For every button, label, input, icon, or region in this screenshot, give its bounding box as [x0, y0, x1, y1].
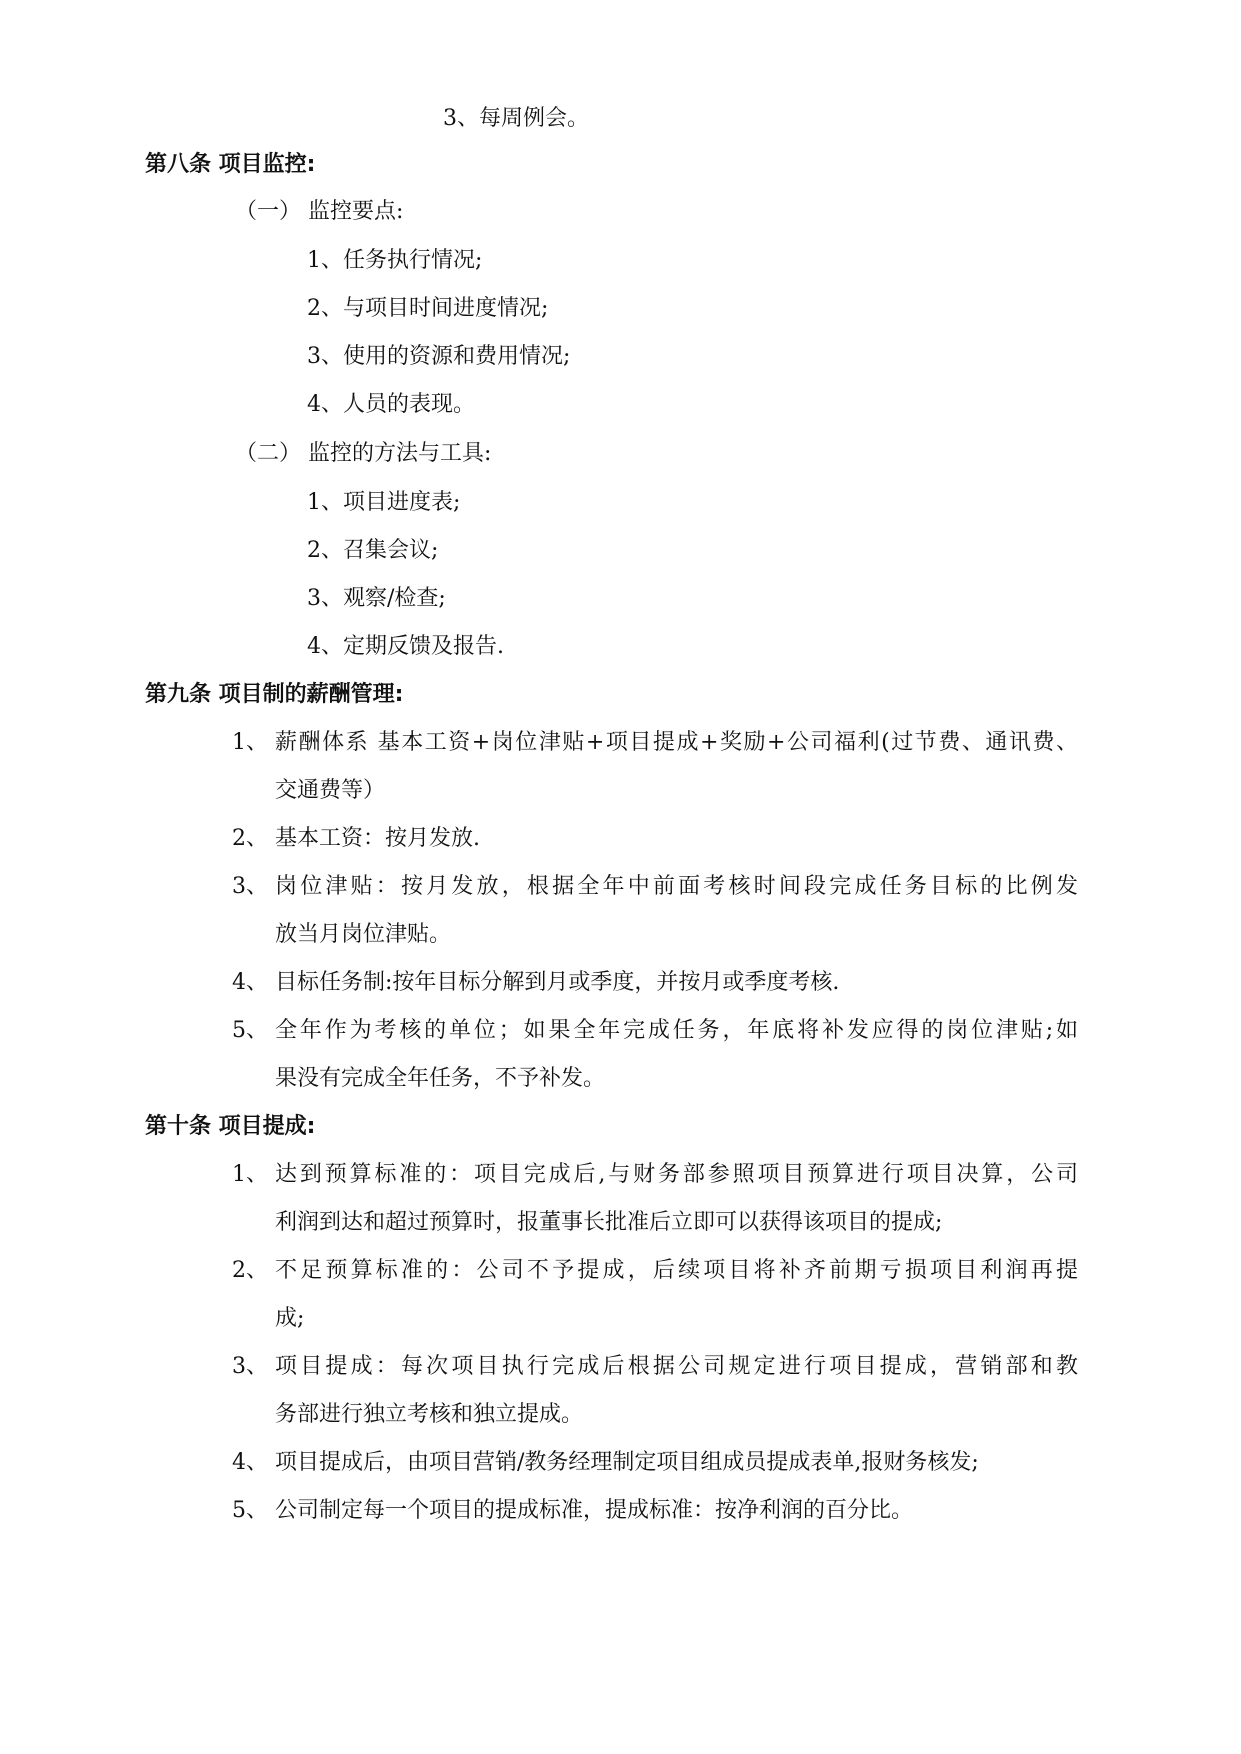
list-item-text-continued: 利润到达和超过预算时，报董事长批准后立即可以获得该项目的提成;	[275, 1210, 943, 1235]
list-item-text-continued: 务部进行独立考核和独立提成。	[275, 1402, 584, 1427]
list-item-text: 项目提成后，由项目营销/教务经理制定项目组成员提成表单,报财务核发;	[275, 1450, 979, 1475]
list-item-text-continued: 成;	[275, 1306, 305, 1331]
list-item-text: 全年作为考核的单位；如果全年完成任务，年底将补发应得的岗位津贴;如	[275, 1018, 1078, 1043]
list-number: 3、	[232, 874, 268, 899]
list-item-text: 基本工资：按月发放.	[275, 826, 480, 851]
section-monitoring-points-heading: （一） 监控要点:	[235, 199, 404, 224]
list-item: 3、观察/检查;	[307, 586, 446, 611]
list-item-weekly-meeting: 3、每周例会。	[443, 106, 589, 131]
list-number: 1、	[232, 1162, 268, 1187]
list-item: 2、与项目时间进度情况;	[307, 296, 549, 321]
list-item-text-continued: 放当月岗位津贴。	[275, 922, 452, 947]
list-number: 3、	[232, 1354, 268, 1379]
list-item-text: 达到预算标准的：项目完成后,与财务部参照项目预算进行项目决算，公司	[275, 1162, 1078, 1187]
list-number: 5、	[232, 1018, 268, 1043]
list-item-text-continued: 交通费等）	[275, 778, 386, 803]
list-item: 4、定期反馈及报告.	[307, 634, 504, 659]
list-item: 2、召集会议;	[307, 538, 439, 563]
list-item: 1、项目进度表;	[307, 490, 461, 515]
list-item-text: 目标任务制:按年目标分解到月或季度，并按月或季度考核.	[275, 970, 840, 995]
list-number: 5、	[232, 1498, 268, 1523]
list-number: 1、	[232, 730, 268, 755]
list-number: 4、	[232, 970, 268, 995]
list-item-text: 不足预算标准的：公司不予提成，后续项目将补齐前期亏损项目利润再提	[275, 1258, 1078, 1283]
list-number: 2、	[232, 1258, 268, 1283]
list-item-text: 公司制定每一个项目的提成标准，提成标准：按净利润的百分比。	[275, 1498, 914, 1523]
list-number: 2、	[232, 826, 268, 851]
list-item-text-continued: 果没有完成全年任务，不予补发。	[275, 1066, 606, 1091]
article-10-heading: 第十条 项目提成:	[145, 1114, 316, 1139]
list-item: 1、任务执行情况;	[307, 248, 483, 273]
article-9-heading: 第九条 项目制的薪酬管理:	[145, 682, 404, 707]
list-item-text: 岗位津贴：按月发放，根据全年中前面考核时间段完成任务目标的比例发	[275, 874, 1078, 899]
article-8-heading: 第八条 项目监控:	[145, 152, 316, 177]
list-item: 3、使用的资源和费用情况;	[307, 344, 571, 369]
list-item-text: 薪酬体系 基本工资+岗位津贴+项目提成+奖励+公司福利(过节费、通讯费、	[275, 730, 1078, 755]
list-number: 4、	[232, 1450, 268, 1475]
list-item: 4、人员的表现。	[307, 392, 475, 417]
list-item-text: 项目提成：每次项目执行完成后根据公司规定进行项目提成，营销部和教	[275, 1354, 1078, 1379]
section-monitoring-methods-heading: （二） 监控的方法与工具:	[235, 441, 492, 466]
